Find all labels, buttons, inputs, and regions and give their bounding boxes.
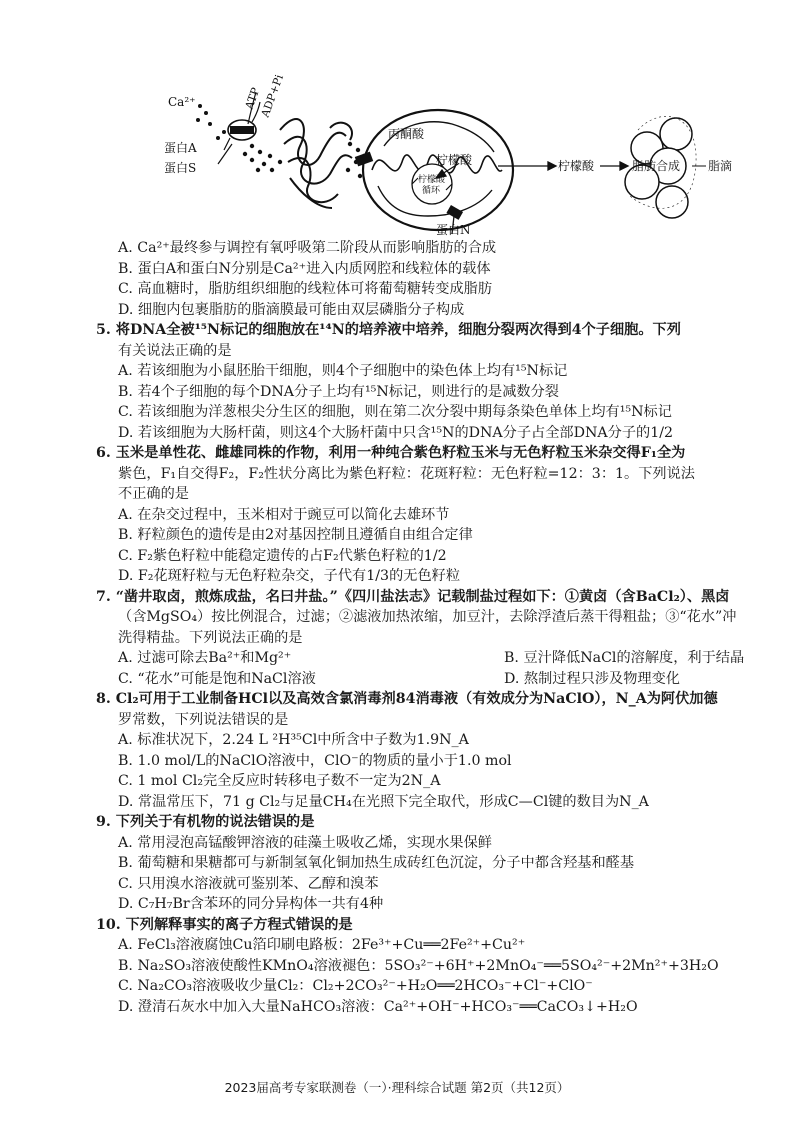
label-lipid-droplet: 脂滴 (708, 159, 733, 173)
q4-option-c: C. 高血糖时，脂肪组织细胞的线粒体可将葡萄糖转变成脂肪 (118, 281, 493, 297)
cell-calcium-diagram (160, 66, 740, 238)
q9-option-d: D. C₇H₇Br含苯环的同分异构体一共有4种 (118, 896, 384, 912)
mitochondrion (355, 110, 513, 234)
label-fat-synthesis: 脂肪合成 (632, 159, 681, 173)
q8-option-b: B. 1.0 mol/L的NaClO溶液中，ClO⁻的物质的量小于1.0 mol (118, 752, 512, 769)
q8-stem-2: 罗常数，下列说法错误的是 (118, 711, 289, 728)
q7-option-a: A. 过滤可除去Ba²⁺和Mg²⁺ (118, 650, 292, 666)
label-cycle-line2: 循环 (422, 186, 441, 196)
label-citrate-outer: 柠檬酸 (558, 159, 595, 173)
q7-options-row-1 (96, 648, 766, 669)
q6-stem-2: 紫色，F₁自交得F₂，F₂性状分离比为紫色籽粒：花斑籽粒：无色籽粒=12：3：1。下列说法 (118, 465, 695, 482)
label-protein-a: 蛋白A (164, 141, 197, 155)
label-protein-n: 蛋白N (436, 223, 471, 237)
q8-option-a: A. 标准状况下，2.24 L ²H³⁵Cl中所含中子数为1.9N_A (118, 732, 469, 748)
page-footer: 2023届高考专家联测卷（一）·理科综合试题 第2页（共12页） (224, 1080, 570, 1095)
q10-option-c: C. Na₂CO₃溶液吸收少量Cl₂：Cl₂+2CO₃²⁻+H₂O══2HCO₃⁻+Cl⁻+ClO⁻ (118, 978, 593, 994)
q10-option-a: A. FeCl₃溶液腐蚀Cu箔印刷电路板：2Fe³⁺+Cu══2Fe²⁺+Cu²⁺ (118, 937, 526, 953)
q8-option-d: D. 常温常压下，71 g Cl₂与足量CH₄在光照下完全取代，形成C—Cl键的数目为N_A (118, 793, 649, 810)
q5-option-c: C. 若该细胞为洋葱根尖分生区的细胞，则在第二次分裂中期每条染色单体上均有¹⁵N标记 (118, 404, 672, 420)
q4-option-b: B. 蛋白A和蛋白N分别是Ca²⁺进入内质网腔和线粒体的载体 (118, 260, 491, 277)
q6-option-b: B. 籽粒颜色的遗传是由2对基因控制且遵循自由组合定律 (118, 527, 473, 543)
question-content (96, 238, 766, 1017)
q6-stem-1: 6. 玉米是单性花、雌雄同株的作物，利用一种纯合紫色籽粒玉米与无色籽粒玉米杂交得F₁全为 (96, 445, 686, 461)
q7-stem-2: （含MgSO₄）按比例混合，过滤；②滤液加热浓缩，加豆汁，去除浮渣后蒸干得粗盐；③“花水”冲 (118, 609, 737, 625)
q6-option-d: D. F₂花斑籽粒与无色籽粒杂交，子代有1/3的无色籽粒 (118, 568, 461, 584)
label-citrate-inner: 柠檬酸 (436, 153, 473, 167)
q7-option-c: C. “花水”可能是饱和NaCl溶液 (118, 670, 316, 687)
q7-stem-3: 洗得精盐。下列说法正确的是 (118, 629, 303, 646)
q9-option-c: C. 只用溴水溶液就可鉴别苯、乙醇和溴苯 (118, 875, 379, 892)
q8-stem-1: 8. Cl₂可用于工业制备HCl以及高效含氯消毒剂84消毒液（有效成分为NaClO），N_A为阿伏加德 (96, 691, 718, 707)
q7-options-row-2 (96, 669, 766, 690)
q7-option-b: B. 豆汁降低NaCl的溶解度，利于结晶 (504, 650, 745, 666)
q10-option-d: D. 澄清石灰水中加入大量NaHCO₃溶液：Ca²⁺+OH⁻+HCO₃⁻══CaCO₃↓+H₂O (118, 998, 638, 1015)
label-pyruvate: 丙酮酸 (388, 127, 425, 141)
q5-stem-1: 5. 将DNA全被¹⁵N标记的细胞放在¹⁴N的培养液中培养，细胞分裂两次得到4个子细胞。下列 (96, 322, 681, 338)
label-adp-pi: ADP+Pi (258, 72, 286, 120)
q5-stem-2: 有关说法正确的是 (118, 342, 232, 359)
q9-option-b: B. 葡萄糖和果糖都可与新制氢氧化铜加热生成砖红色沉淀，分子中都含羟基和醛基 (118, 855, 635, 871)
label-cycle-line1: 柠檬酸 (418, 175, 446, 185)
q8-option-c: C. 1 mol Cl₂完全反应时转移电子数不一定为2N_A (118, 773, 441, 789)
q9-stem: 9. 下列关于有机物的说法错误的是 (96, 814, 315, 830)
q7-option-d: D. 熬制过程只涉及物理变化 (504, 670, 680, 687)
q6-option-c: C. F₂紫色籽粒中能稳定遗传的占F₂代紫色籽粒的1/2 (118, 547, 447, 564)
label-protein-s: 蛋白S (164, 161, 197, 175)
q9-option-a: A. 常用浸泡高锰酸钾溶液的硅藻土吸收乙烯，实现水果保鲜 (118, 834, 492, 851)
q10-stem: 10. 下列解释事实的离子方程式错误的是 (96, 916, 353, 933)
q10-option-b: B. Na₂SO₃溶液使酸性KMnO₄溶液褪色：5SO₃²⁻+6H⁺+2MnO₄⁻══5SO₄²⁻+2Mn²⁺+3H₂O (118, 957, 719, 974)
q5-option-a: A. 若该细胞为小鼠胚胎干细胞，则4个子细胞中的染色体上均有¹⁵N标记 (118, 363, 568, 379)
q6-stem-3: 不正确的是 (118, 486, 189, 502)
q7-stem-1: 7. “凿井取卤，煎炼成盐，名曰井盐。”《四川盐法志》记载制盐过程如下：①黄卤（含BaCl₂）、黑卤 (96, 588, 730, 605)
q4-option-d: D. 细胞内包裹脂肪的脂滴膜最可能由双层磷脂分子构成 (118, 301, 465, 318)
q5-option-b: B. 若4个子细胞的每个DNA分子上均有¹⁵N标记，则进行的是减数分裂 (118, 383, 559, 400)
endoplasmic-reticulum (280, 119, 352, 208)
q6-option-a: A. 在杂交过程中，玉米相对于豌豆可以简化去雄环节 (118, 506, 450, 523)
label-ca: Ca²⁺ (168, 95, 196, 109)
q4-option-a: A. Ca²⁺最终参与调控有氧呼吸第二阶段从而影响脂肪的合成 (118, 240, 497, 256)
q5-option-d: D. 若该细胞为大肠杆菌，则这4个大肠杆菌中只含¹⁵N的DNA分子占全部DNA分子的1/2 (118, 424, 674, 441)
label-atp: ATP (242, 85, 263, 112)
